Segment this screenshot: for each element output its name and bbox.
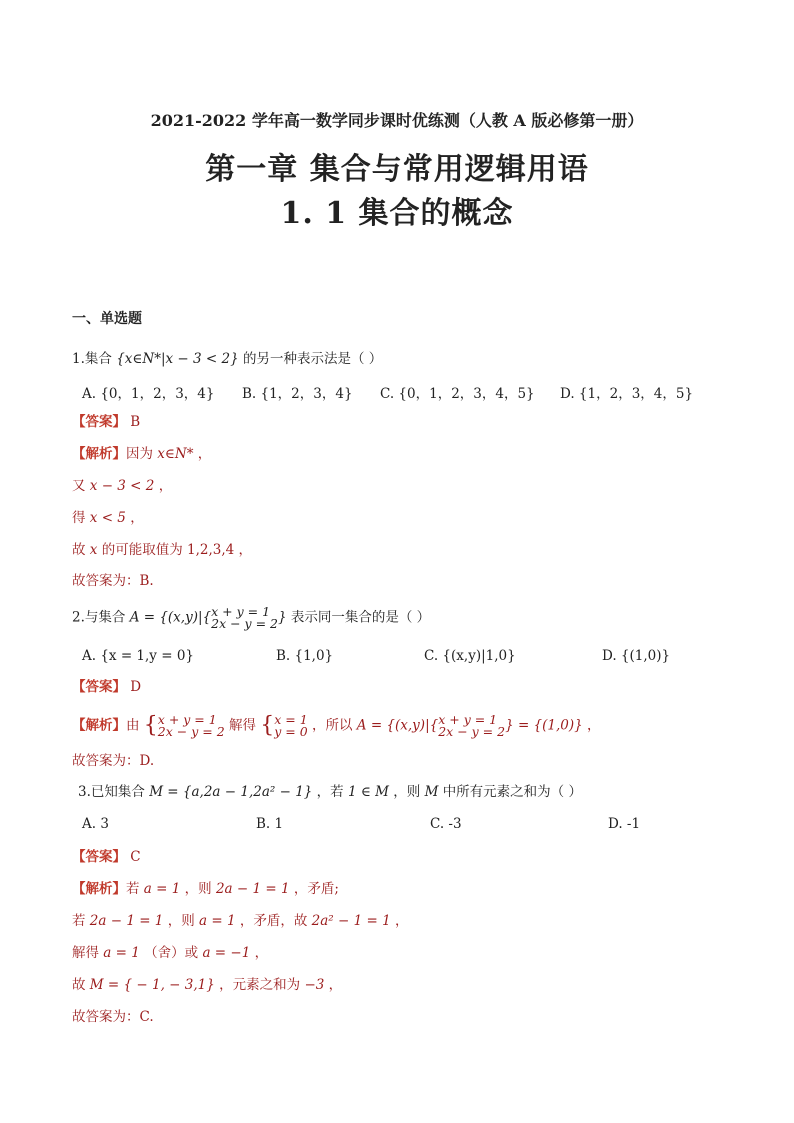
question-3-analysis-2: 若 2a − 1 = 1 ，则 a = 1 ，矛盾，故 2a² − 1 = 1 ， <box>72 913 409 929</box>
question-1-option-a: A. {0，1，2，3，4} <box>82 386 215 402</box>
question-3-option-d: D. -1 <box>608 816 641 832</box>
question-2-option-d: D. {(1,0)} <box>602 648 671 664</box>
question-3-option-b: B. 1 <box>256 816 284 832</box>
question-1-stem: 1.集合 {x∈N*|x − 3 < 2} 的另一种表示法是（ ） <box>72 351 383 367</box>
question-1-analysis-3: 得 x < 5 ， <box>72 510 144 526</box>
lesson-title: 1. 1 集合的概念 <box>280 196 514 231</box>
question-1-conclusion: 故答案为：B. <box>72 573 154 589</box>
question-3-conclusion: 故答案为：C. <box>72 1009 154 1025</box>
question-3-stem: 3.已知集合 M = {a,2a − 1,2a² − 1} ，若 1 ∈ M ，则 M 中所有元素之和为（ ） <box>78 784 582 800</box>
question-1-option-c: C. {0，1，2，3，4，5} <box>380 386 535 402</box>
question-2-option-a: A. {x = 1,y = 0} <box>82 648 195 664</box>
question-1-answer: 【答案】 B <box>72 414 141 430</box>
document-subtitle: 2021-2022 学年高一数学同步课时优练测（人教 A 版必修第一册） <box>150 111 644 130</box>
question-1-option-b: B. {1，2，3，4} <box>242 386 353 402</box>
question-2-analysis: 【解析】由 { x + y = 1 2x − y = 2 解得 { x = 1 y = 0 ，所以 A = {(x,y)|{ x + y = 1 2x − y = 2 } = {(1,0)} ， <box>72 712 601 739</box>
question-2-conclusion: 故答案为：D. <box>72 753 155 769</box>
question-1-analysis-1: 【解析】因为 x∈N* ， <box>72 446 212 462</box>
question-3-analysis-1: 【解析】若 a = 1 ，则 2a − 1 = 1 ，矛盾; <box>72 881 339 897</box>
question-3-option-a: A. 3 <box>82 816 109 832</box>
question-2-answer: 【答案】 D <box>72 679 142 695</box>
chapter-title: 第一章 集合与常用逻辑用语 <box>205 152 589 187</box>
question-3-analysis-4: 故 M = { − 1, − 3,1} ，元素之和为 −3 ， <box>72 977 343 993</box>
question-2-stem: 2.与集合 A = {(x,y)|{ x + y = 1 2x − y = 2 } 表示同一集合的是（ ） <box>72 604 431 631</box>
question-3-option-c: C. -3 <box>430 816 462 832</box>
question-1-option-d: D. {1，2，3，4，5} <box>560 386 694 402</box>
question-1-analysis-4: 故 x 的可能取值为 1,2,3,4 ， <box>72 542 253 558</box>
question-2-option-c: C. {(x,y)|1,0} <box>424 648 516 664</box>
question-3-analysis-3: 解得 a = 1 （舍）或 a = −1 ， <box>72 945 269 961</box>
section-heading: 一、单选题 <box>72 311 142 327</box>
question-3-answer: 【答案】 C <box>72 849 141 865</box>
question-1-analysis-2: 又 x − 3 < 2 ， <box>72 478 173 494</box>
question-2-option-b: B. {1,0} <box>276 648 334 664</box>
